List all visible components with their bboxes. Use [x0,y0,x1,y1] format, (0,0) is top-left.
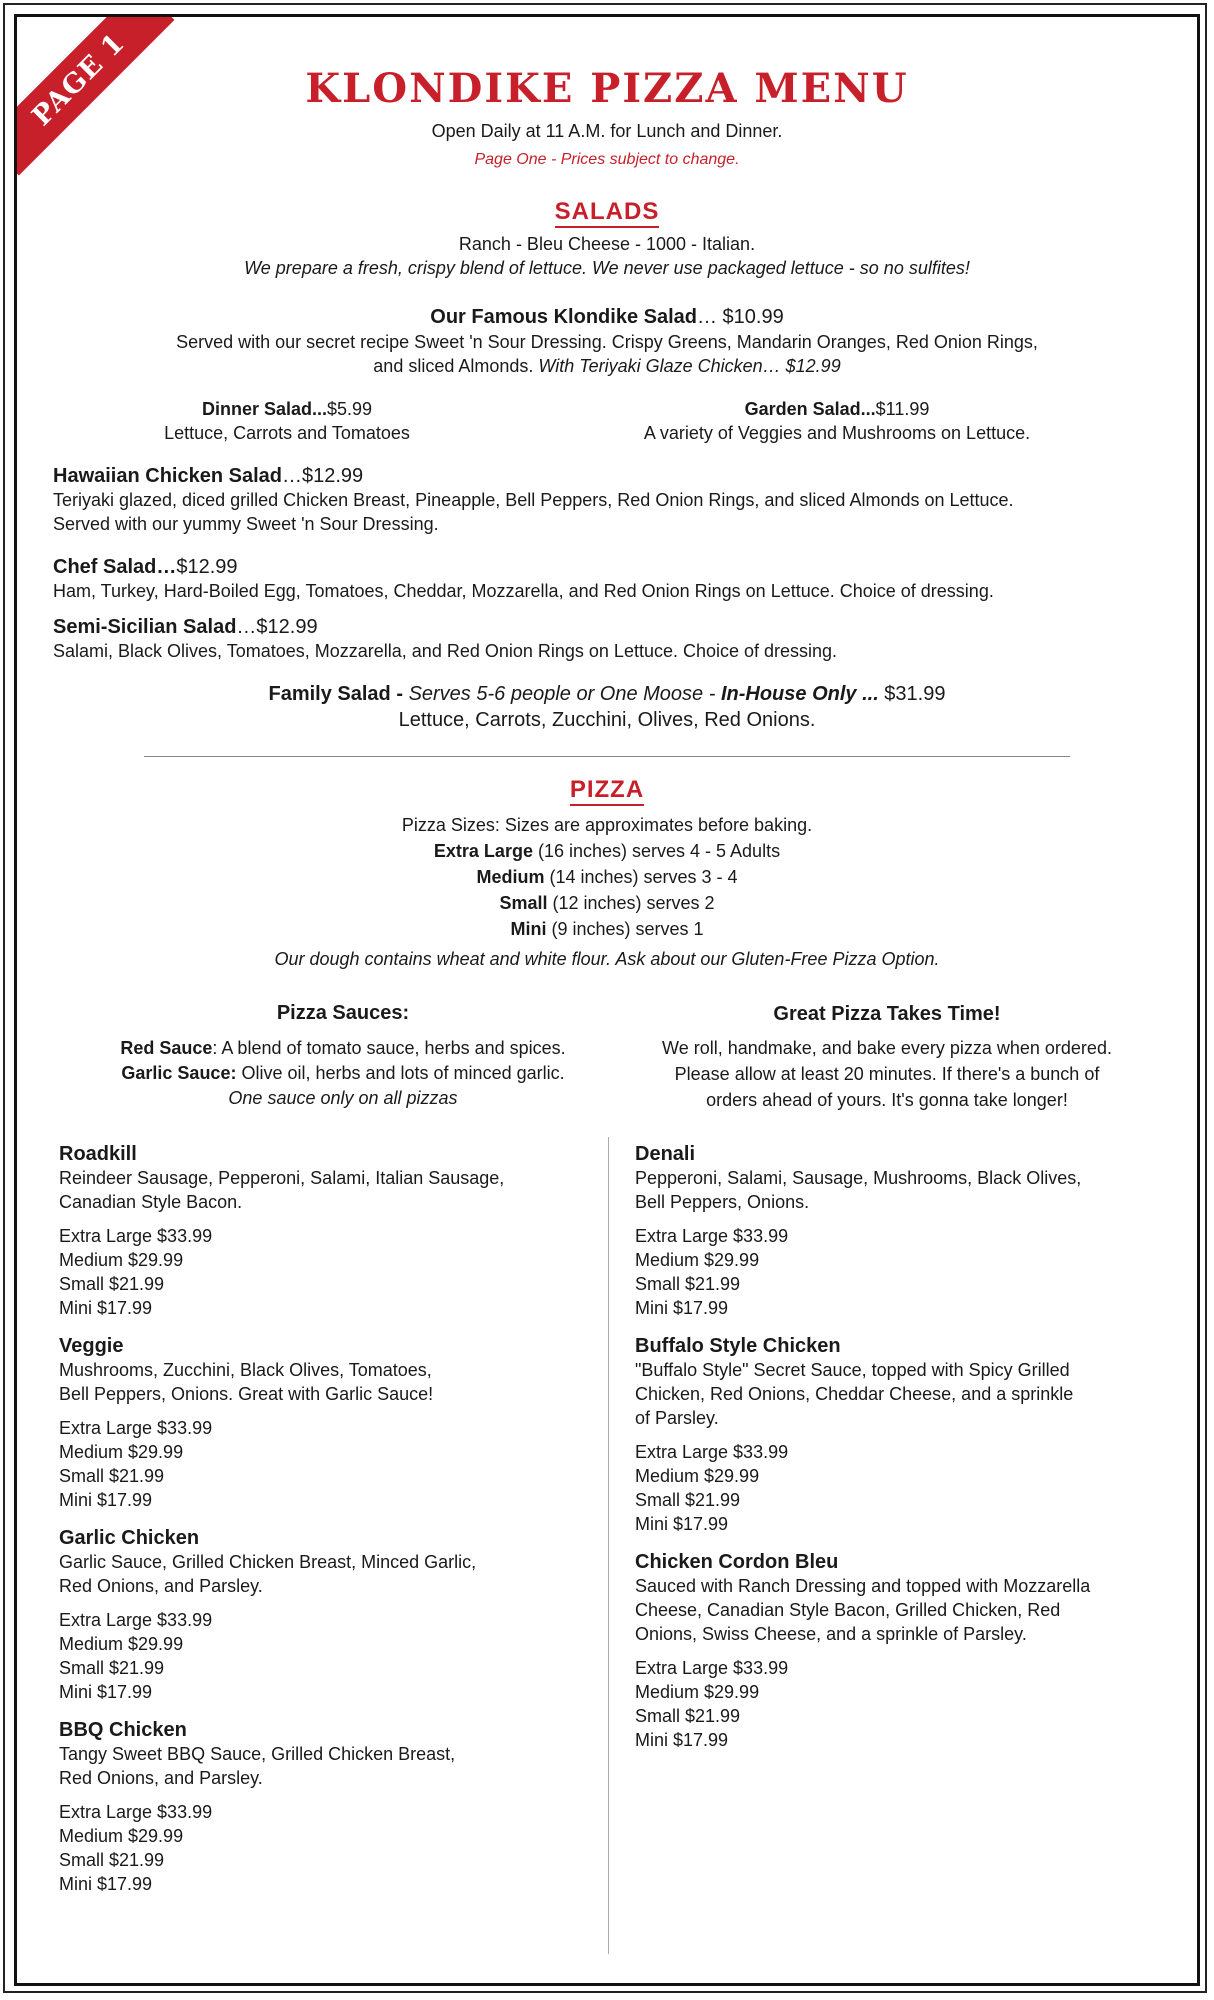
pizza-name: Roadkill [59,1143,137,1165]
family-salad-desc: Lettuce, Carrots, Zucchini, Olives, Red Onions. [398,709,816,731]
price-line: Extra Large $33.99 [635,1226,789,1246]
price-line: Medium $29.99 [635,1250,760,1270]
price-line: Small $21.99 [635,1706,741,1726]
famous-salad-desc-2: and sliced Almonds. With Teriyaki Glaze Chicken… $12.99 [373,356,841,376]
pizza-prices [59,1224,579,1320]
dough-note: Our dough contains wheat and white flour. Ask about our Gluten-Free Pizza Option. [274,949,940,969]
price-line: Medium $29.99 [59,1442,184,1462]
price-line: Medium $29.99 [59,1826,184,1846]
hawaiian-salad: Hawaiian Chicken Salad…$12.99 Teriyaki glazed, diced grilled Chicken Breast, Pineapple, Bell Peppers, Red Onion Rings, and sliced Almonds on Lettuce. Served with our yummy Sweet 'n Sour Dressing. [53,465,1014,534]
hours-text: Open Daily at 11 A.M. for Lunch and Dinner. [431,121,783,141]
price-line: Mini $17.99 [635,1730,729,1750]
pizza-description: Mushrooms, Zucchini, Black Olives, Tomatoes, Bell Peppers, Onions. Great with Garlic Sauce! [59,1360,434,1404]
price-line: Mini $17.99 [59,1682,153,1702]
pizza-name: Chicken Cordon Bleu [635,1551,839,1573]
pizza-prices [59,1416,579,1512]
famous-salad-title [17,306,1197,329]
pizza-name: Denali [635,1143,696,1165]
dinner-salad: Dinner Salad...$5.99 Lettuce, Carrots and Tomatoes [164,399,410,443]
pizza-item [635,1550,1155,1752]
famous-salad-desc: Served with our secret recipe Sweet 'n Sour Dressing. Crispy Greens, Mandarin Oranges, Red Onion Rings, [176,332,1038,352]
pizza-description: "Buffalo Style" Secret Sauce, topped with Spicy Grilled Chicken, Red Onions, Cheddar Cheese, and a sprinkle of Parsley. [635,1360,1074,1428]
price-line: Medium $29.99 [635,1466,760,1486]
price-line: Medium $29.99 [59,1250,184,1270]
garden-salad: Garden Salad...$11.99 A variety of Veggies and Mushrooms on Lettuce. [643,399,1031,443]
price-line: Extra Large $33.99 [635,1442,789,1462]
price-line: Extra Large $33.99 [59,1802,213,1822]
price-line: Small $21.99 [59,1850,165,1870]
price-line: Mini $17.99 [59,1874,153,1894]
pizza-item [59,1334,579,1512]
price-line: Extra Large $33.99 [59,1226,213,1246]
pizza-description: Tangy Sweet BBQ Sauce, Grilled Chicken Breast, Red Onions, and Parsley. [59,1744,456,1788]
pizza-item [59,1718,579,1896]
dressings-text: Ranch - Bleu Cheese - 1000 - Italian. [458,234,756,254]
price-line: Small $21.99 [59,1466,165,1486]
price-line: Extra Large $33.99 [59,1610,213,1630]
pizza-description: Reindeer Sausage, Pepperoni, Salami, Italian Sausage, Canadian Style Bacon. [59,1168,505,1212]
price-line: Medium $29.99 [59,1634,184,1654]
price-line: Mini $17.99 [635,1298,729,1318]
pizza-prices [635,1224,1155,1320]
price-line: Small $21.99 [59,1658,165,1678]
sauces-heading: Pizza Sauces: [276,1002,410,1024]
section-divider [144,756,1070,757]
price-line: Small $21.99 [635,1490,741,1510]
price-line: Mini $17.99 [59,1298,153,1318]
column-divider [608,1137,609,1954]
price-line: Mini $17.99 [59,1490,153,1510]
size-small: Small (12 inches) serves 2 [499,893,715,913]
price-line: Medium $29.99 [635,1682,760,1702]
pizza-sizes-intro: Pizza Sizes: Sizes are approximates before baking. [401,815,813,835]
time-heading: Great Pizza Takes Time! [773,1003,1001,1025]
size-mini: Mini (9 inches) serves 1 [510,919,704,939]
pizza-item [59,1142,579,1320]
semi-sicilian-salad: Semi-Sicilian Salad…$12.99 Salami, Black Olives, Tomatoes, Mozzarella, and Red Onion Rings on Lettuce. Choice of dressing. [53,616,838,661]
pizza-column-right [635,1142,1155,1766]
pizza-name: Garlic Chicken [59,1527,200,1549]
pizza-item [59,1526,579,1704]
pizza-column-left [59,1142,579,1910]
pizza-prices [59,1608,579,1704]
pizza-description: Pepperoni, Salami, Sausage, Mushrooms, Black Olives, Bell Peppers, Onions. [635,1168,1082,1212]
pizza-heading: PIZZA [17,776,1197,804]
pizza-item [635,1142,1155,1320]
price-line: Mini $17.99 [635,1514,729,1534]
pizza-prices [59,1800,579,1896]
page-ribbon: PAGE 1 [14,14,174,175]
page-note: Page One - Prices subject to change. [474,151,740,168]
pizza-name: Veggie [59,1335,124,1357]
salads-heading: SALADS [17,198,1197,226]
pizza-name: Buffalo Style Chicken [635,1335,841,1357]
pizza-prices [635,1656,1155,1752]
garlic-sauce: Garlic Sauce: Olive oil, herbs and lots of minced garlic. [121,1063,565,1083]
chef-salad: Chef Salad…$12.99 Ham, Turkey, Hard-Boiled Egg, Tomatoes, Cheddar, Mozzarella, and Red Onion Rings on Lettuce. Choice of dressing. [53,556,994,601]
pizza-item [635,1334,1155,1536]
menu-title: KLONDIKE PIZZA MENU [305,65,909,112]
size-medium: Medium (14 inches) serves 3 - 4 [476,867,738,887]
pizza-name: BBQ Chicken [59,1719,187,1741]
pizza-time-note: Great Pizza Takes Time! We roll, handmake, and bake every pizza when ordered. Please allow at least 20 minutes. If there's a bunch of orders ahead of yours. It's gonna take longer! [617,1001,1157,1113]
family-salad: Family Salad - Serves 5-6 people or One Moose - In-House Only ... $31.99 [268,683,946,705]
pizza-prices [635,1440,1155,1536]
sauce-note: One sauce only on all pizzas [228,1088,458,1108]
menu-page [14,14,1200,1986]
price-line: Small $21.99 [59,1274,165,1294]
pizza-description: Garlic Sauce, Grilled Chicken Breast, Minced Garlic, Red Onions, and Parsley. [59,1552,477,1596]
pizza-sauces [53,1001,633,1111]
price-line: Extra Large $33.99 [59,1418,213,1438]
famous-salad-name: Our Famous Klondike Salad [430,306,697,328]
price-line: Small $21.99 [635,1274,741,1294]
size-extra-large: Extra Large (16 inches) serves 4 - 5 Adults [433,841,781,861]
famous-salad-price: … $10.99 [696,306,784,328]
red-sauce: Red Sauce: A blend of tomato sauce, herbs and spices. [120,1038,566,1058]
teriyaki-option: With Teriyaki Glaze Chicken… $12.99 [538,356,841,376]
lettuce-note: We prepare a fresh, crispy blend of lettuce. We never use packaged lettuce - so no sulfites! [244,258,970,278]
price-line: Extra Large $33.99 [635,1658,789,1678]
pizza-description: Sauced with Ranch Dressing and topped with Mozzarella Cheese, Canadian Style Bacon, Grilled Chicken, Red Onions, Swiss Cheese, and a sprinkle of Parsley. [635,1576,1091,1644]
